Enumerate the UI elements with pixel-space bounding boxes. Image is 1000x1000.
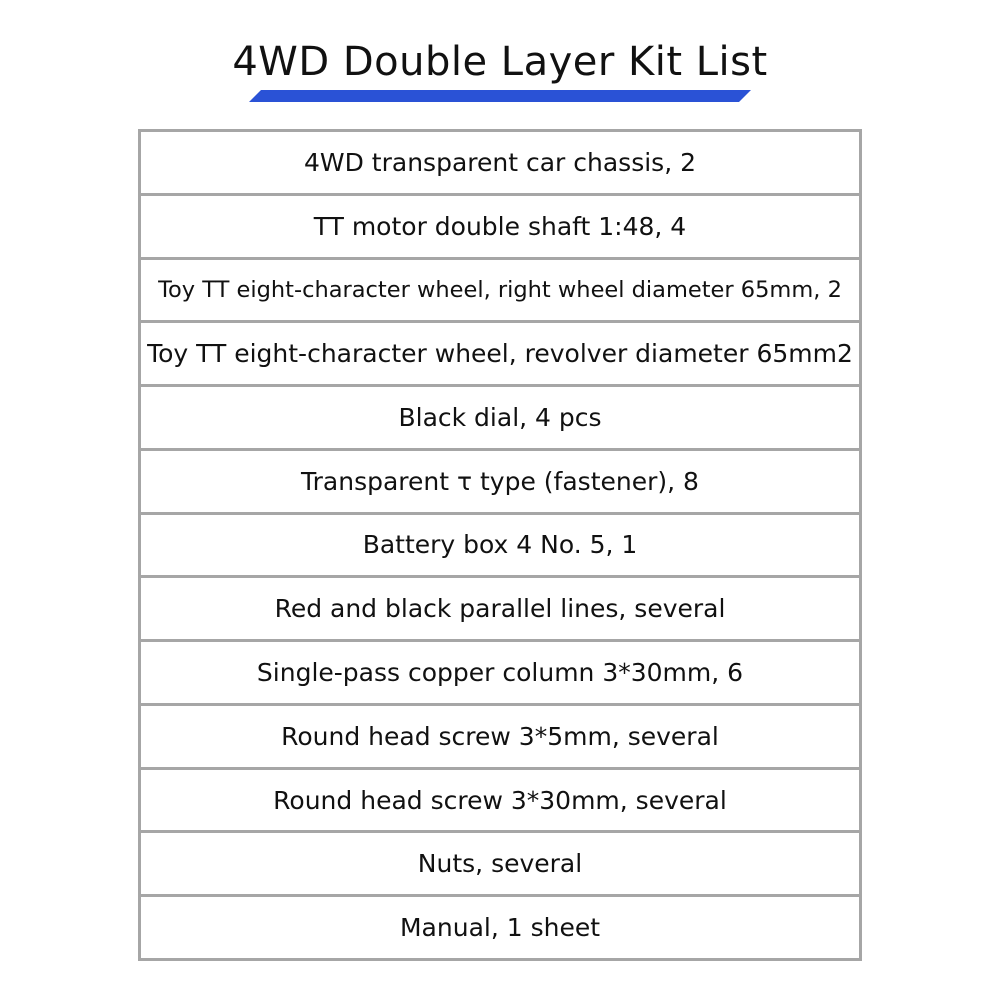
kit-list-item: Toy TT eight-character wheel, revolver diameter 65mm2	[141, 320, 859, 384]
kit-list-item: Red and black parallel lines, several	[141, 575, 859, 639]
kit-list-item: Transparent τ type (fastener), 8	[141, 448, 859, 512]
kit-list-item: Single-pass copper column 3*30mm, 6	[141, 639, 859, 703]
kit-list-item: Nuts, several	[141, 830, 859, 894]
kit-list-item: TT motor double shaft 1:48, 4	[141, 193, 859, 257]
kit-list-item: Battery box 4 No. 5, 1	[141, 512, 859, 576]
kit-list-item: 4WD transparent car chassis, 2	[303, 147, 696, 177]
kit-list-item: Black dial, 4 pcs	[141, 384, 859, 448]
kit-list-item: Manual, 1 sheet	[141, 894, 859, 958]
page-title: 4WD Double Layer Kit List	[232, 39, 768, 85]
title-underline-shape	[249, 90, 751, 102]
kit-list-item: Round head screw 3*5mm, several	[141, 703, 859, 767]
title-underline-bar	[249, 90, 751, 102]
kit-list-table	[138, 129, 862, 961]
kit-list-item: Round head screw 3*30mm, several	[141, 767, 859, 831]
kit-list-item: Toy TT eight-character wheel, right wheel diameter 65mm, 2	[141, 257, 859, 321]
